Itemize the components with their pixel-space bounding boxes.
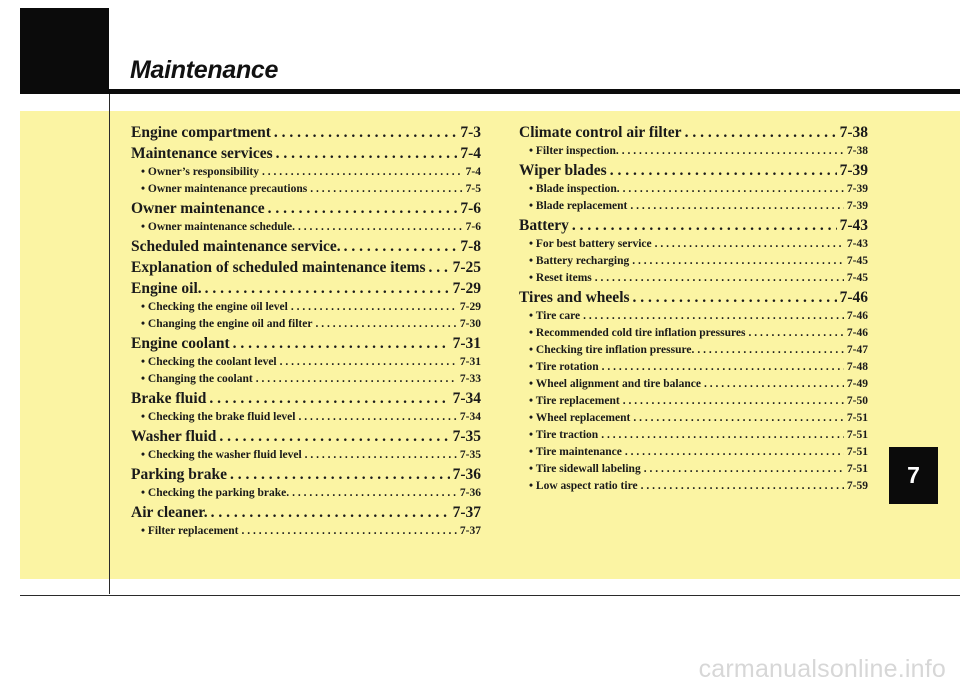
dot-leader [310, 181, 462, 198]
toc-subentry[interactable] [519, 325, 868, 342]
toc-entry-page: 7-46 [846, 310, 868, 322]
toc-subentry[interactable] [519, 143, 868, 160]
toc-entry-page: 7-38 [839, 124, 868, 141]
toc-entry-page: 7-43 [839, 217, 868, 234]
dot-leader [704, 376, 844, 393]
toc-entry-label: Air cleaner. [131, 504, 208, 521]
toc-subentry[interactable] [519, 308, 868, 325]
toc-subentry[interactable] [519, 181, 868, 198]
toc-entry[interactable] [519, 160, 868, 181]
toc-entry-label: • Checking the parking brake. [141, 487, 290, 499]
toc-subentry[interactable] [131, 447, 481, 464]
dot-leader [625, 444, 844, 461]
dot-leader [610, 160, 837, 181]
dot-leader [685, 122, 837, 143]
dot-leader [299, 409, 457, 426]
toc-column-left [131, 122, 481, 540]
dot-leader [644, 461, 844, 478]
chapter-tab[interactable]: 7 [889, 447, 938, 504]
toc-entry-page: 7-48 [846, 361, 868, 373]
toc-entry-label: Engine compartment [131, 124, 271, 141]
dot-leader [205, 278, 450, 299]
toc-entry[interactable] [131, 122, 481, 143]
page-title: Maintenance [130, 56, 279, 84]
toc-entry-label: Climate control air filter [519, 124, 682, 141]
toc-entry[interactable] [131, 426, 481, 447]
toc-entry-page: 7-39 [846, 183, 868, 195]
toc-entry-page: 7-4 [465, 166, 481, 178]
header-black-block [20, 8, 109, 94]
toc-entry-label: • Owner maintenance schedule. [141, 221, 295, 233]
toc-entry-page: 7-29 [452, 280, 481, 297]
toc-entry-label: • Tire sidewall labeling [529, 463, 641, 475]
dot-leader [276, 143, 458, 164]
toc-entry-label: • Blade inspection. [529, 183, 620, 195]
toc-entry-label: • Reset items [529, 272, 592, 284]
toc-entry-label: • Tire care [529, 310, 581, 322]
toc-entry-page: 7-30 [459, 318, 481, 330]
toc-entry-page: 7-31 [452, 335, 481, 352]
toc-entry-page: 7-35 [452, 428, 481, 445]
dot-leader [595, 270, 844, 287]
dot-leader [305, 447, 457, 464]
dot-leader [256, 371, 457, 388]
dot-leader [697, 342, 844, 359]
toc-entry-label: • Wheel alignment and tire balance [529, 378, 701, 390]
dot-leader [241, 523, 456, 540]
dot-leader [211, 502, 450, 523]
toc-entry-label: • Owner maintenance precautions [141, 183, 308, 195]
toc-entry-page: 7-8 [460, 238, 481, 255]
toc-subentry[interactable] [519, 376, 868, 393]
toc-subentry[interactable] [519, 253, 868, 270]
toc-entry-page: 7-4 [460, 145, 481, 162]
dot-leader [630, 198, 844, 215]
dot-leader [280, 354, 457, 371]
toc-entry-label: Wiper blades [519, 162, 607, 179]
dot-leader [291, 299, 457, 316]
toc-subentry[interactable] [519, 427, 868, 444]
toc-subentry[interactable] [519, 478, 868, 495]
dot-leader [632, 253, 844, 270]
toc-entry-label: • Wheel replacement [529, 412, 631, 424]
toc-entry-page: 7-51 [846, 446, 868, 458]
toc-entry-label: Brake fluid [131, 390, 207, 407]
toc-subentry[interactable] [519, 461, 868, 478]
toc-entry-label: • Filter replacement [141, 525, 239, 537]
toc-subentry[interactable] [131, 164, 481, 181]
dot-leader [209, 388, 449, 409]
toc-entry-label: • Checking the brake fluid level [141, 411, 296, 423]
toc-entry-label: • Owner’s responsibility [141, 166, 259, 178]
toc-entry-page: 7-45 [846, 272, 868, 284]
toc-entry-page: 7-39 [839, 162, 868, 179]
toc-entry-page: 7-50 [846, 395, 868, 407]
toc-entry[interactable] [131, 143, 481, 164]
toc-entry[interactable] [131, 257, 481, 278]
toc-entry-label: Battery [519, 217, 569, 234]
toc-entry-label: Engine coolant [131, 335, 230, 352]
dot-leader [315, 316, 456, 333]
toc-entry-page: 7-43 [846, 238, 868, 250]
toc-subentry[interactable] [131, 409, 481, 426]
toc-entry-page: 7-3 [460, 124, 481, 141]
toc-entry-page: 7-36 [452, 466, 481, 483]
title-rule [109, 89, 960, 94]
toc-subentry[interactable] [131, 219, 481, 236]
toc-entry-label: • For best battery service [529, 238, 652, 250]
toc-entry-label: • Checking the washer fluid level [141, 449, 302, 461]
toc-entry-label: • Tire maintenance [529, 446, 622, 458]
toc-subentry[interactable] [131, 299, 481, 316]
footer-rule [20, 595, 960, 596]
toc-entry[interactable] [131, 388, 481, 409]
toc-entry-page: 7-29 [459, 301, 481, 313]
toc-entry-page: 7-5 [465, 183, 481, 195]
toc-entry-page: 7-25 [452, 259, 481, 276]
toc-entry-label: Parking brake [131, 466, 228, 483]
vertical-divider [109, 94, 110, 594]
dot-leader [633, 410, 844, 427]
toc-entry-page: 7-46 [846, 327, 868, 339]
toc-entry[interactable] [519, 215, 868, 236]
toc-subentry[interactable] [519, 393, 868, 410]
toc-subentry[interactable] [131, 354, 481, 371]
dot-leader [641, 478, 844, 495]
toc-entry-label: • Checking tire inflation pressure. [529, 344, 695, 356]
dot-leader [429, 257, 450, 278]
dot-leader [633, 287, 837, 308]
toc-entry-label: Engine oil. [131, 280, 202, 297]
toc-subentry[interactable] [519, 198, 868, 215]
dot-leader [623, 393, 844, 410]
toc-entry-label: • Filter inspection. [529, 145, 619, 157]
toc-subentry[interactable] [519, 444, 868, 461]
dot-leader [583, 308, 844, 325]
toc-subentry[interactable] [131, 371, 481, 388]
toc-column-right [519, 122, 868, 495]
toc-entry-label: • Low aspect ratio tire [529, 480, 638, 492]
toc-entry-label: Maintenance services [131, 145, 273, 162]
toc-entry-label: Owner maintenance [131, 200, 265, 217]
toc-entry-label: • Battery recharging [529, 255, 630, 267]
dot-leader [233, 333, 450, 354]
toc-entry-label: • Tire traction [529, 429, 599, 441]
toc-entry-page: 7-34 [452, 390, 481, 407]
toc-entry-page: 7-49 [846, 378, 868, 390]
dot-leader [623, 181, 844, 198]
toc-entry-label: • Recommended cold tire inflation pressures [529, 327, 746, 339]
toc-entry[interactable] [131, 198, 481, 219]
dot-leader [219, 426, 449, 447]
toc-subentry[interactable] [519, 270, 868, 287]
toc-entry-page: 7-33 [459, 373, 481, 385]
toc-entry[interactable] [131, 236, 481, 257]
toc-entry-label: • Changing the engine oil and filter [141, 318, 313, 330]
toc-entry-page: 7-31 [459, 356, 481, 368]
dot-leader [268, 198, 458, 219]
toc-subentry[interactable] [519, 342, 868, 359]
toc-entry-page: 7-47 [846, 344, 868, 356]
toc-entry-label: • Tire replacement [529, 395, 620, 407]
toc-subentry[interactable] [131, 523, 481, 540]
toc-entry-page: 7-38 [846, 145, 868, 157]
toc-entry-label: Explanation of scheduled maintenance items [131, 259, 426, 276]
toc-entry-label: Washer fluid [131, 428, 217, 445]
dot-leader [655, 236, 844, 253]
dot-leader [230, 464, 450, 485]
toc-entry-page: 7-59 [846, 480, 868, 492]
dot-leader [274, 122, 457, 143]
toc-entry-page: 7-37 [459, 525, 481, 537]
toc-entry-page: 7-51 [846, 412, 868, 424]
toc-entry[interactable] [131, 333, 481, 354]
toc-entry-page: 7-34 [459, 411, 481, 423]
dot-leader [622, 143, 844, 160]
toc-entry-label: • Checking the coolant level [141, 356, 277, 368]
toc-entry-label: Scheduled maintenance service. [131, 238, 341, 255]
toc-entry-page: 7-46 [839, 289, 868, 306]
toc-entry-page: 7-37 [452, 504, 481, 521]
dot-leader [748, 325, 843, 342]
toc-entry-label: • Tire rotation [529, 361, 599, 373]
toc-entry-label: • Changing the coolant [141, 373, 253, 385]
toc-entry[interactable] [519, 122, 868, 143]
toc-subentry[interactable] [519, 410, 868, 427]
toc-subentry[interactable] [519, 236, 868, 253]
toc-subentry[interactable] [131, 485, 481, 502]
dot-leader [292, 485, 457, 502]
dot-leader [572, 215, 837, 236]
toc-subentry[interactable] [519, 359, 868, 376]
toc-entry-page: 7-6 [460, 200, 481, 217]
toc-entry-page: 7-51 [846, 429, 868, 441]
dot-leader [344, 236, 458, 257]
toc-subentry[interactable] [131, 316, 481, 333]
toc-entry[interactable] [131, 464, 481, 485]
toc-entry-page: 7-39 [846, 200, 868, 212]
toc-entry[interactable] [131, 502, 481, 523]
watermark-text: carmanualsonline.info [698, 655, 946, 683]
toc-entry[interactable] [519, 287, 868, 308]
dot-leader [298, 219, 463, 236]
dot-leader [602, 359, 844, 376]
toc-entry[interactable] [131, 278, 481, 299]
dot-leader [601, 427, 844, 444]
toc-entry-page: 7-45 [846, 255, 868, 267]
toc-entry-label: • Blade replacement [529, 200, 628, 212]
toc-entry-page: 7-36 [459, 487, 481, 499]
toc-entry-page: 7-6 [465, 221, 481, 233]
toc-subentry[interactable] [131, 181, 481, 198]
toc-entry-label: • Checking the engine oil level [141, 301, 288, 313]
toc-entry-page: 7-51 [846, 463, 868, 475]
toc-entry-page: 7-35 [459, 449, 481, 461]
dot-leader [262, 164, 463, 181]
toc-entry-label: Tires and wheels [519, 289, 630, 306]
